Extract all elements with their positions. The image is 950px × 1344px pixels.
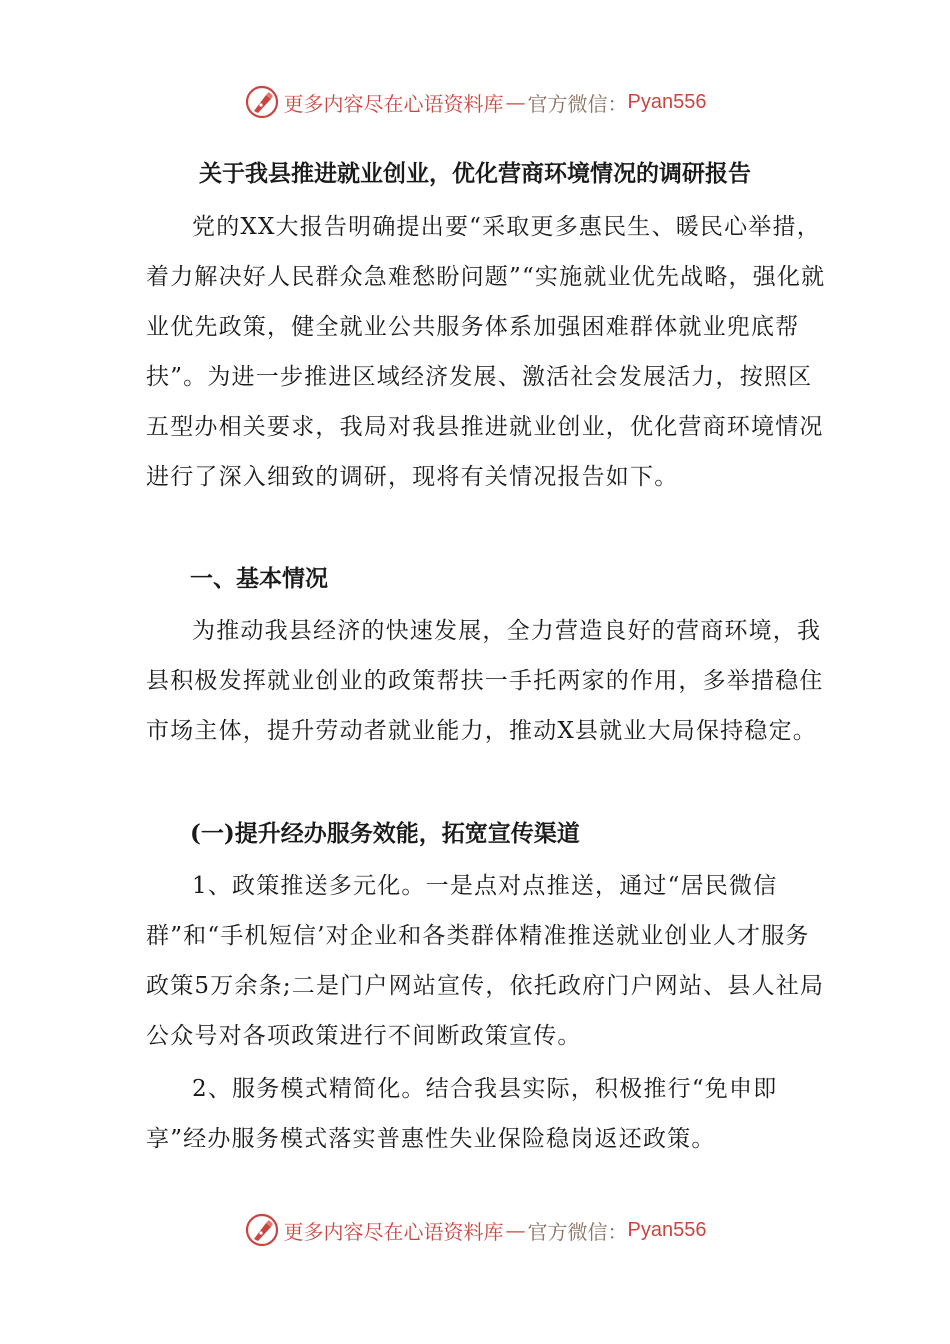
banner-wechat-id: Pyan556 xyxy=(627,90,707,113)
intro-paragraph: 党的XX大报告明确提出要“采取更多惠民生、暖民心举措，着力解决好人民群众急难愁盼问题”“实施就业优先战略，强化就业优先政策，健全就业公共服务体系加强困难群体就业兜底帮扶”。为进一步推进区域经济发展、激活社会发展活力，按照区五型办相关要求，我局对我县推进就业创业，优化营商环境情况进行了深入细致的调研，现将有关情况报告如下。 xyxy=(146,214,826,490)
banner-dash: — xyxy=(505,1218,526,1242)
subsection-heading-service-efficiency: (一)提升经办服务效能，拓宽宣传渠道 xyxy=(190,820,580,847)
section-heading-basic-situation: 一、基本情况 xyxy=(190,565,328,592)
banner-wechat-id: Pyan556 xyxy=(627,1218,707,1241)
list-item-policy-push: 1、政策推送多元化。一是点对点推送，通过“居民微信群”和“手机短信’对企业和各类群体精准推送就业创业人才服务政策5万余条;二是门户网站宣传，依托政府门户网站、县人社局公众号对各项政策进行不间断政策宣传。 xyxy=(146,873,825,1049)
banner-dash: — xyxy=(505,90,526,114)
banner-wechat-label: 官方微信： xyxy=(527,1219,628,1244)
pen-nib-logo-icon xyxy=(244,84,280,120)
list-item-service-mode: 2、服务模式精简化。结合我县实际，积极推行“免申即享”经办服务模式落实普惠性失业保险稳岗返还政策。 xyxy=(146,1076,778,1152)
document-title: 关于我县推进就业创业，优化营商环境情况的调研报告 xyxy=(199,160,751,187)
watermark-banner-top xyxy=(0,80,950,124)
watermark-banner-bottom xyxy=(0,1208,950,1252)
banner-main-text: 更多内容尽在心语资料库 xyxy=(283,91,504,116)
section-body-basic-situation: 为推动我县经济的快速发展，全力营造良好的营商环境，我县积极发挥就业创业的政策帮扶一手托两家的作用，多举措稳住市场主体，提升劳动者就业能力，推动X县就业大局保持稳定。 xyxy=(146,618,824,744)
banner-wechat-label: 官方微信： xyxy=(527,91,628,116)
pen-nib-logo-icon xyxy=(244,1212,280,1248)
banner-main-text: 更多内容尽在心语资料库 xyxy=(283,1219,504,1244)
